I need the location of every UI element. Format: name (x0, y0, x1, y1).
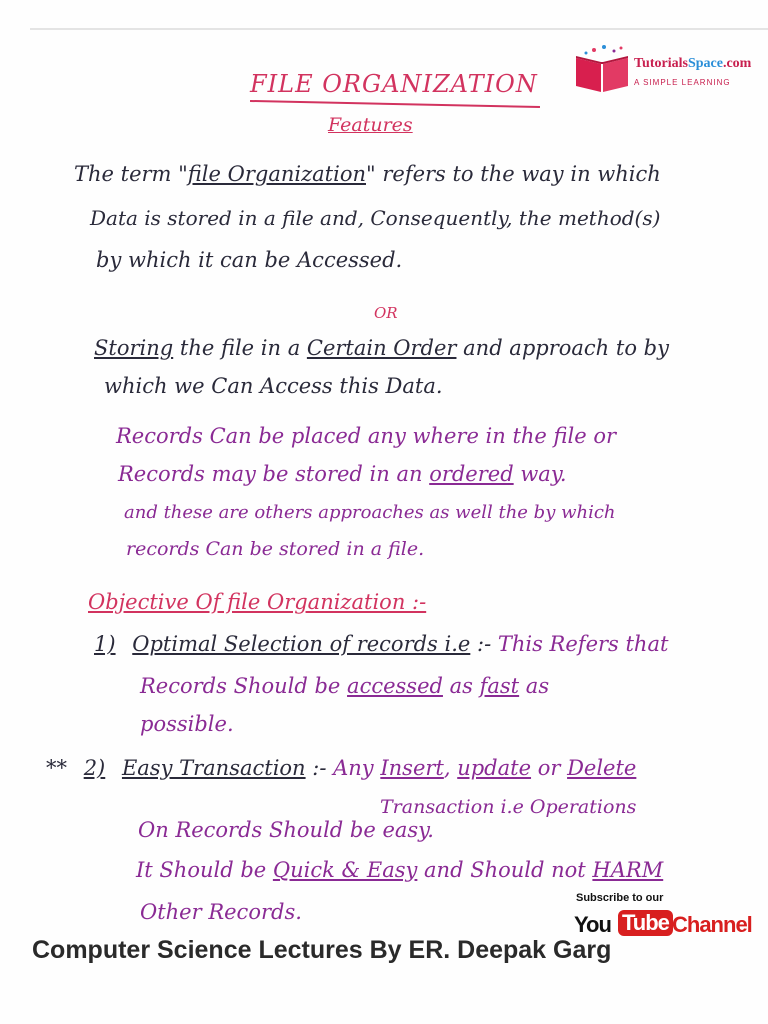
intro-text: " refers to the way in which (366, 162, 661, 186)
alt-line-2: which we Can Access this Data. (104, 374, 443, 398)
point-2-update: update (457, 756, 532, 780)
page-title: FILE ORGANIZATION (250, 70, 538, 98)
point-2-quick-easy: Quick & Easy (272, 858, 418, 882)
point-2-line-3: On Records Should be easy. (138, 818, 434, 842)
point-2-text: or (531, 756, 568, 780)
point-2-line-4 (136, 858, 663, 882)
point-2-stars: ** (46, 756, 67, 780)
point-2-insert: Insert (380, 756, 444, 780)
records-line-2 (118, 462, 567, 486)
point-2-delete: Delete (567, 756, 637, 780)
footer-banner: Computer Science Lectures By ER. Deepak Garg (32, 936, 612, 964)
intro-line-3: by which it can be Accessed. (96, 248, 403, 272)
point-2-text: Any (333, 756, 381, 780)
records-line-1: Records Can be placed any where in the file or (116, 424, 617, 448)
point-1-accessed: accessed (347, 674, 443, 698)
intro-line-2: Data is stored in a file and, Consequently, the method(s) (90, 206, 661, 230)
point-1-text: Records Should be (140, 674, 348, 698)
records-line-3: and these are others approaches as well the by which (124, 502, 616, 523)
alt-line-1 (94, 336, 669, 360)
book-icon (574, 44, 630, 94)
youtube-tube-text: Tube (618, 910, 673, 936)
records-line-4: records Can be stored in a file. (126, 538, 425, 560)
alt-storing: Storing (94, 336, 174, 360)
intro-line-1 (74, 162, 661, 186)
point-2-line-5: Other Records. (140, 900, 302, 924)
point-2-text: , (443, 756, 458, 780)
point-1-line-3: possible. (140, 712, 234, 736)
point-1-text: This Refers that (497, 632, 669, 656)
title-underline (250, 100, 540, 108)
or-separator: OR (374, 304, 398, 322)
youtube-you-text: You (574, 912, 611, 937)
alt-certain-order: Certain Order (306, 336, 457, 360)
point-1-line-1 (94, 632, 668, 656)
logo-tagline: A SIMPLE LEARNING (634, 78, 731, 87)
page-subtitle: Features (328, 114, 413, 136)
point-1-line-2 (140, 674, 549, 698)
point-1-fast: fast (479, 674, 520, 698)
tutorialsspace-logo (574, 36, 764, 106)
youtube-channel-text: Channel (672, 912, 752, 937)
records-text: way. (513, 462, 567, 486)
alt-text: and approach to by (456, 336, 669, 360)
intro-term: file Organization (187, 162, 366, 186)
point-2-text: It Should be (136, 858, 273, 882)
intro-text: The term " (74, 162, 188, 186)
point-1-text: as (442, 674, 480, 698)
point-2-number: 2) (83, 756, 106, 780)
point-2-line-2: Transaction i.e Operations (380, 796, 637, 818)
point-2-label: Easy Transaction (121, 756, 306, 780)
point-1-separator: :- (470, 632, 498, 656)
point-1-text: as (519, 674, 550, 698)
point-2-text: and Should not (417, 858, 593, 882)
records-text: Records may be stored in an (118, 462, 430, 486)
point-1-number: 1) (94, 632, 116, 656)
youtube-subscribe-text: Subscribe to our (576, 892, 664, 904)
page-top-edge (30, 28, 768, 30)
point-1-label: Optimal Selection of records i.e (132, 632, 471, 656)
objective-heading: Objective Of file Organization :- (88, 590, 427, 614)
point-2-separator: :- (305, 756, 334, 780)
logo-name: TutorialsSpace.com (634, 56, 752, 71)
alt-text: the file in a (173, 336, 307, 360)
records-ordered: ordered (429, 462, 514, 486)
point-2-line-1 (46, 756, 636, 780)
point-2-harm: HARM (592, 858, 664, 882)
